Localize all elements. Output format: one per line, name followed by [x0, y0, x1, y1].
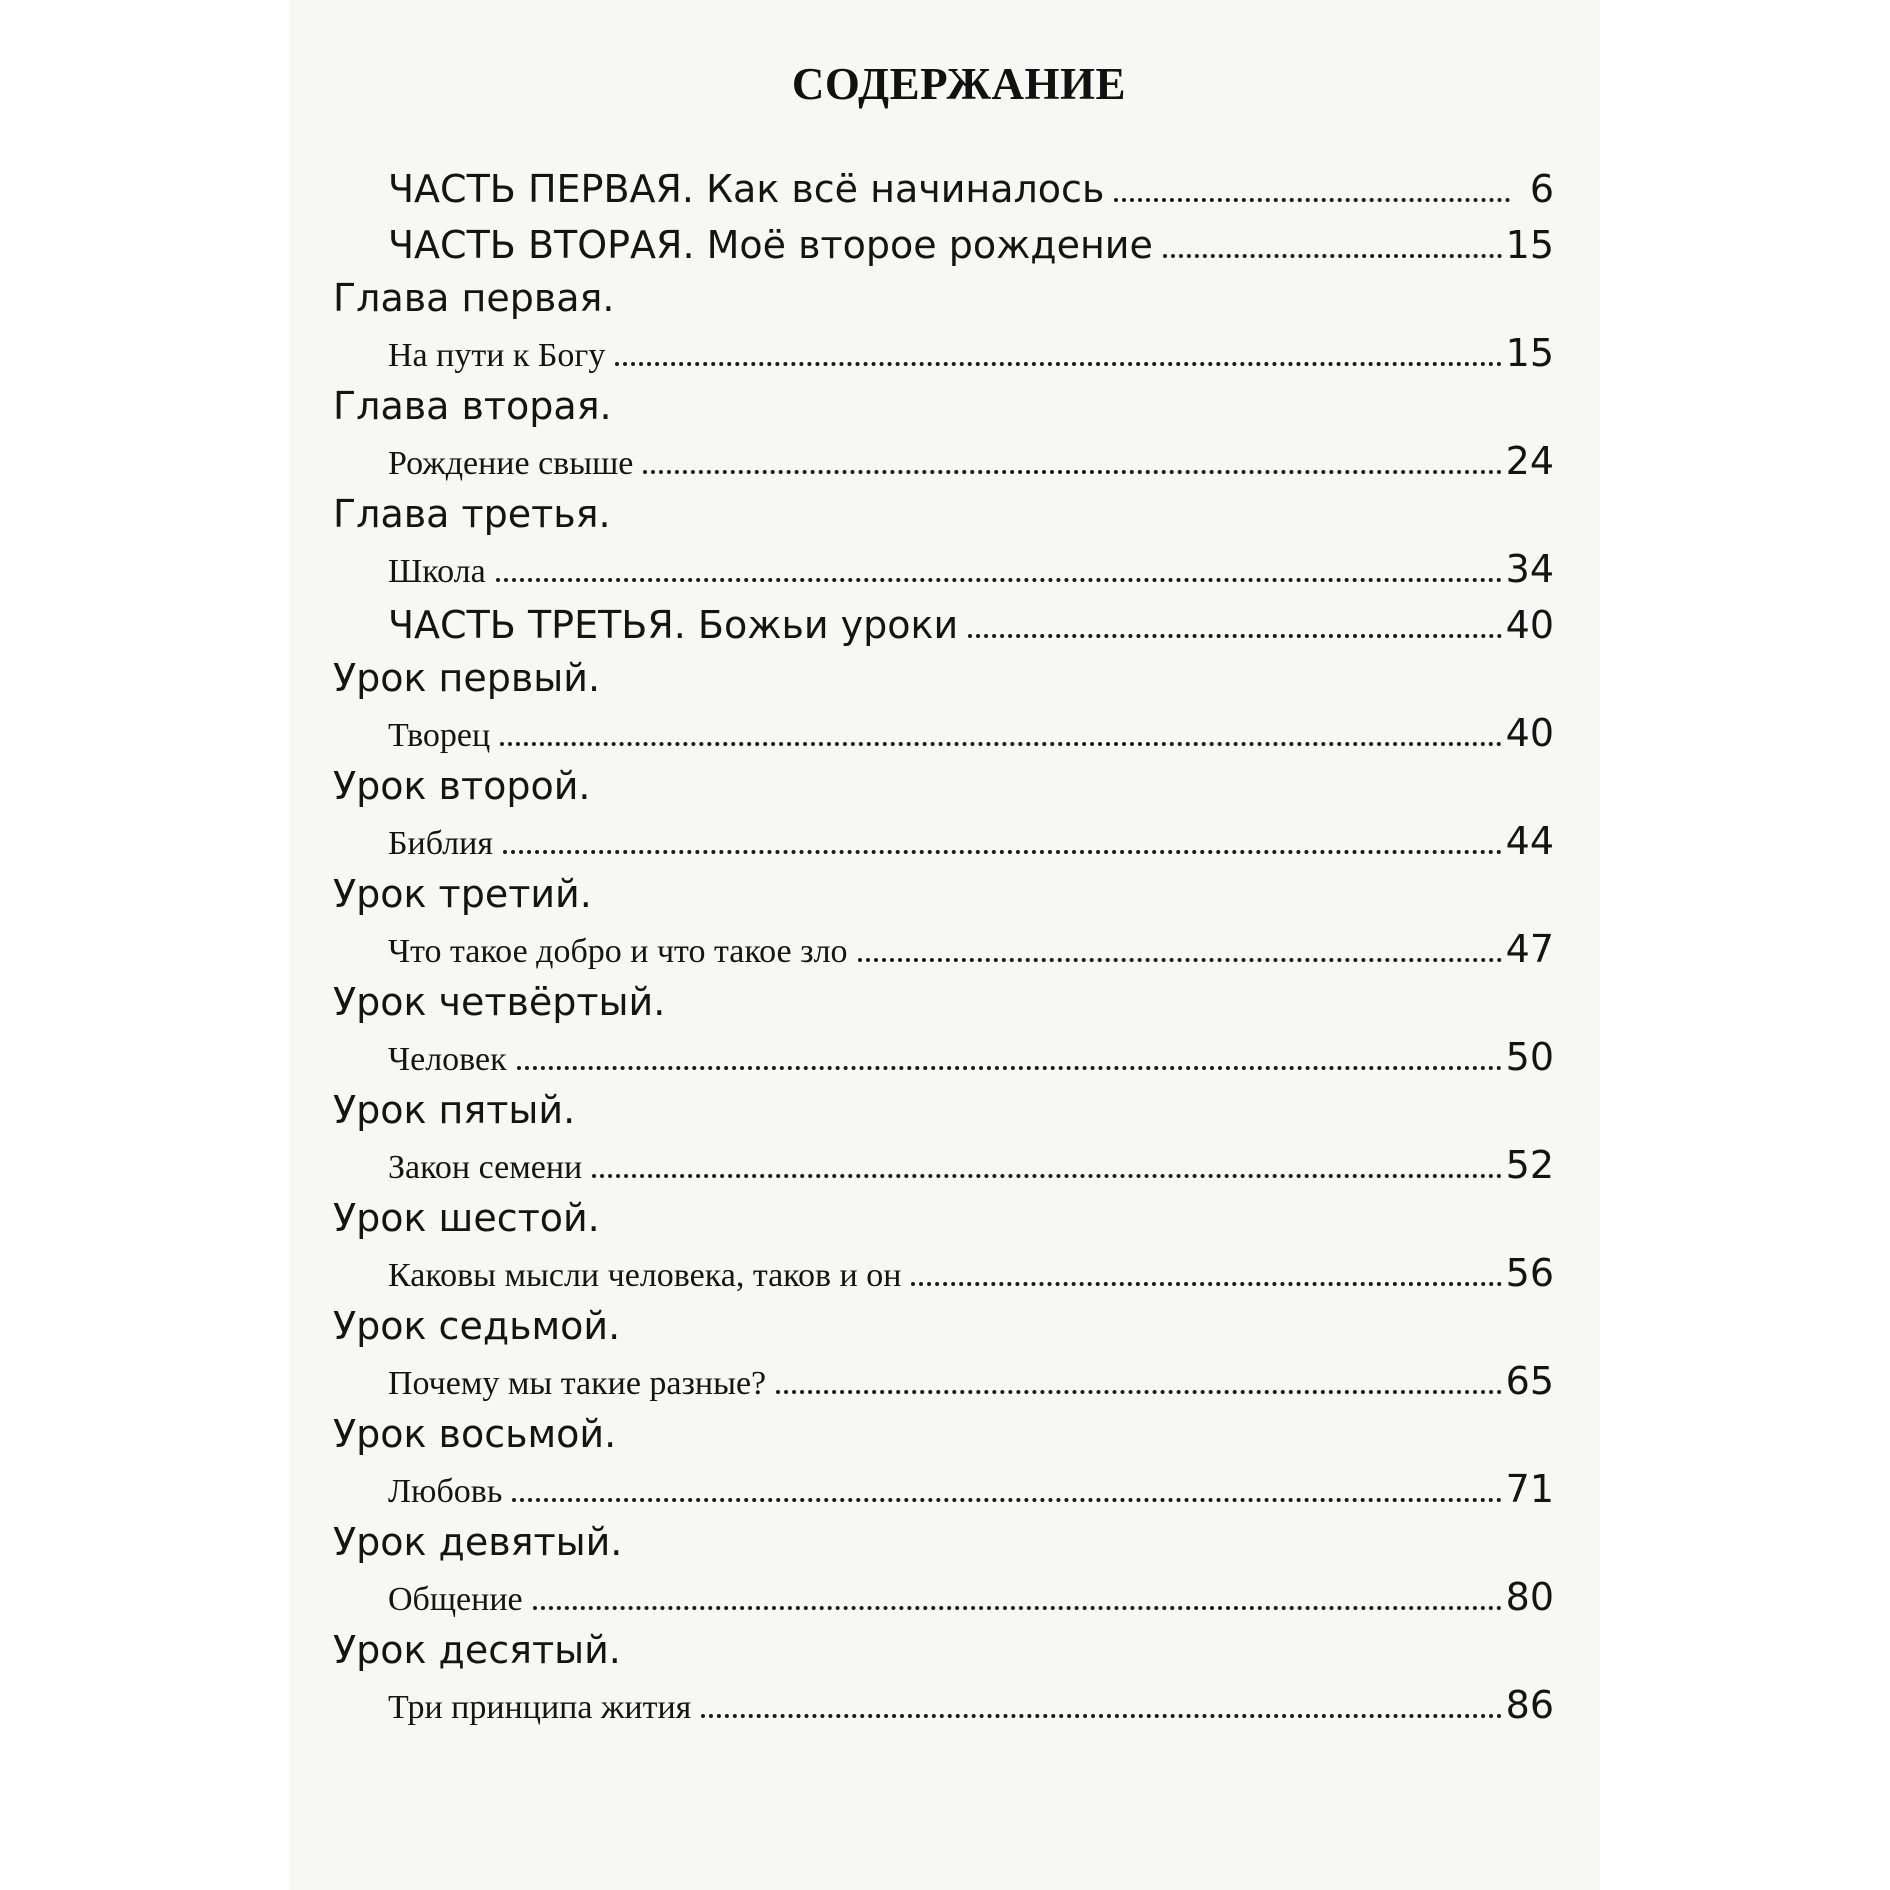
dot-leader: [503, 850, 1502, 854]
toc-lesson-heading: [330, 755, 1554, 808]
toc-lesson-heading: [330, 1619, 1554, 1672]
toc-entry: [330, 1348, 1554, 1403]
toc-part: [330, 211, 1554, 267]
toc-entry: [330, 536, 1554, 591]
toc-page-number: 65: [1505, 1359, 1554, 1403]
dot-leader: [776, 1390, 1501, 1394]
toc-heading-label: Глава вторая.: [333, 384, 612, 428]
toc-lesson-heading: [330, 1187, 1554, 1240]
dot-leader: [643, 470, 1501, 474]
toc-entry: [330, 428, 1554, 483]
toc-entry-label: Человек: [388, 1041, 507, 1078]
dot-leader: [500, 742, 1501, 746]
toc-chapter-heading: [330, 483, 1554, 536]
toc-page-number: 34: [1505, 547, 1554, 591]
toc-entry-label: Каковы мысли человека, таков и он: [388, 1257, 902, 1294]
toc-lesson-heading: [330, 1079, 1554, 1132]
toc-page-number: 71: [1505, 1467, 1554, 1511]
toc-entry-label: Общение: [388, 1581, 523, 1618]
toc-heading-label: Урок третий.: [333, 872, 592, 916]
toc-lesson-heading: [330, 1295, 1554, 1348]
dot-leader: [615, 362, 1501, 366]
table-of-contents: [330, 155, 1554, 1727]
toc-part-label: ЧАСТЬ ВТОРАЯ. Моё второе рождение: [388, 223, 1153, 267]
toc-page-number: 47: [1505, 927, 1554, 971]
toc-entry: [330, 1564, 1554, 1619]
toc-lesson-heading: [330, 647, 1554, 700]
toc-page-number: 44: [1505, 819, 1554, 863]
toc-entry: [330, 1024, 1554, 1079]
toc-entry: [330, 700, 1554, 755]
toc-heading-label: Урок восьмой.: [333, 1412, 617, 1456]
toc-lesson-heading: [330, 1403, 1554, 1456]
toc-heading-label: Урок девятый.: [333, 1520, 623, 1564]
toc-page-number: 40: [1505, 711, 1554, 755]
dot-leader: [533, 1606, 1502, 1610]
dot-leader: [701, 1714, 1501, 1718]
toc-chapter-heading: [330, 267, 1554, 320]
toc-part-label: ЧАСТЬ ТРЕТЬЯ. Божьи уроки: [388, 603, 959, 647]
toc-entry-label: Что такое добро и что такое зло: [388, 933, 848, 970]
toc-heading-label: Глава третья.: [333, 492, 611, 536]
toc-entry-label: Закон семени: [388, 1149, 583, 1186]
toc-heading-label: Урок десятый.: [333, 1628, 621, 1672]
toc-page-number: 40: [1505, 603, 1554, 647]
toc-lesson-heading: [330, 971, 1554, 1024]
dot-leader: [592, 1174, 1501, 1178]
toc-page-number: 50: [1505, 1035, 1554, 1079]
toc-entry-label: Рождение свыше: [388, 445, 634, 482]
toc-page-number: 15: [1505, 331, 1554, 375]
toc-heading-label: Урок второй.: [333, 764, 591, 808]
toc-heading-label: Урок четвёртый.: [333, 980, 666, 1024]
toc-entry-label: Любовь: [388, 1473, 503, 1510]
toc-page-number: 24: [1505, 439, 1554, 483]
toc-entry-label: Творец: [388, 717, 491, 754]
toc-page-number: 80: [1505, 1575, 1554, 1619]
dot-leader: [512, 1498, 1501, 1502]
toc-entry: [330, 916, 1554, 971]
dot-leader: [1114, 198, 1510, 202]
dot-leader: [911, 1282, 1501, 1286]
toc-heading-label: Глава первая.: [333, 276, 615, 320]
toc-part-label: ЧАСТЬ ПЕРВАЯ. Как всё начиналось: [388, 167, 1105, 211]
toc-entry-label: Библия: [388, 825, 493, 862]
toc-heading-label: Урок седьмой.: [333, 1304, 621, 1348]
toc-page-number: 52: [1505, 1143, 1554, 1187]
dot-leader: [968, 634, 1501, 638]
dot-leader: [858, 958, 1502, 962]
toc-entry-label: Школа: [388, 553, 486, 590]
page-title: СОДЕРЖАНИЕ: [791, 59, 1127, 109]
toc-entry-label: На пути к Богу: [388, 337, 606, 374]
toc-heading-label: Урок первый.: [333, 656, 601, 700]
dot-leader: [496, 578, 1502, 582]
toc-lesson-heading: [330, 863, 1554, 916]
toc-lesson-heading: [330, 1511, 1554, 1564]
toc-part: [330, 591, 1554, 647]
toc-page-number: 6: [1529, 167, 1554, 211]
dot-leader: [1163, 254, 1502, 258]
toc-entry: [330, 1240, 1554, 1295]
toc-heading-label: Урок пятый.: [333, 1088, 576, 1132]
toc-entry: [330, 1132, 1554, 1187]
toc-entry: [330, 320, 1554, 375]
toc-page-number: 86: [1505, 1683, 1554, 1727]
toc-chapter-heading: [330, 375, 1554, 428]
toc-entry: [330, 1672, 1554, 1727]
toc-entry: [330, 808, 1554, 863]
toc-entry-label: Почему мы такие разные?: [388, 1365, 767, 1402]
book-page: [290, 0, 1600, 1890]
toc-entry-label: Три принципа жития: [388, 1689, 692, 1726]
toc-entry: [330, 1456, 1554, 1511]
toc-part: [330, 155, 1554, 211]
toc-page-number: 56: [1505, 1251, 1554, 1295]
toc-page-number: 15: [1505, 223, 1554, 267]
toc-heading-label: Урок шестой.: [333, 1196, 600, 1240]
dot-leader: [517, 1066, 1502, 1070]
